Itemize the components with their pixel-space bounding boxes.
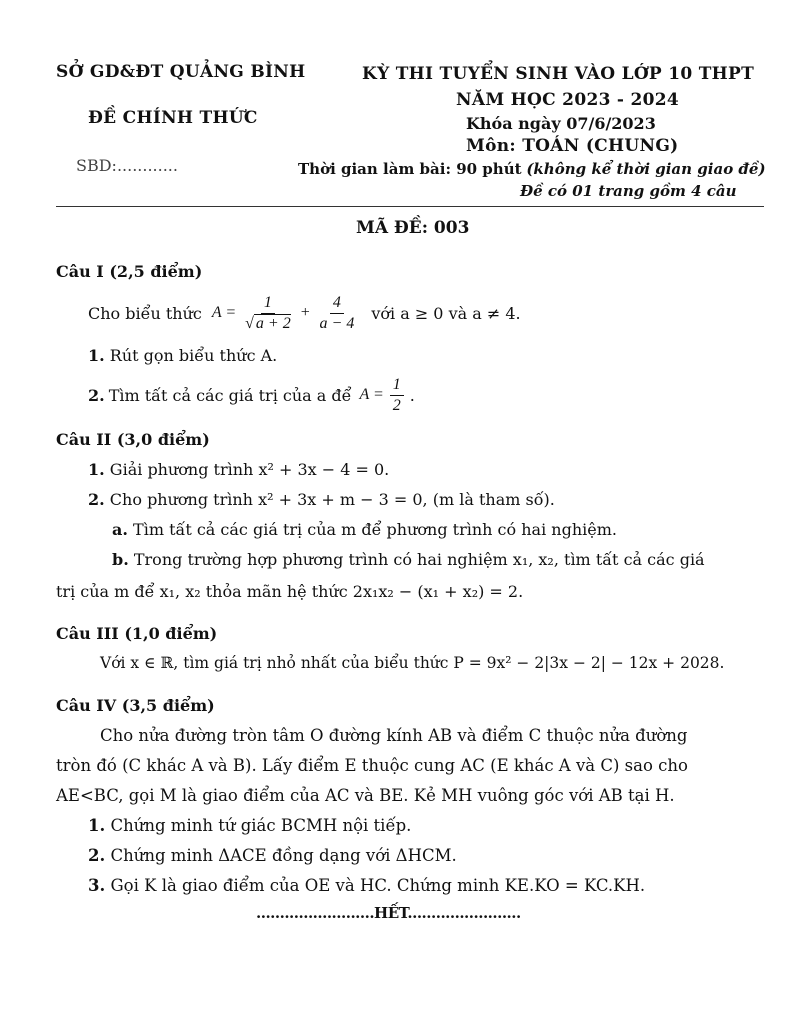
q2-title: Câu II (3,0 điểm) [56, 430, 210, 449]
end-marker: .........................HẾT........................ [256, 904, 521, 922]
q1-intro: Cho biểu thức [88, 303, 202, 323]
q4-part2 [88, 846, 457, 865]
q4-line2: tròn đó (C khác A và B). Lấy điểm E thuộc cung AC (E khác A và C) sao cho [56, 756, 688, 775]
q1-lhs: A = [211, 304, 237, 322]
q1-part1 [88, 346, 277, 365]
q4-part1-text: Chứng minh tứ giác BCMH nội tiếp. [110, 816, 412, 835]
q1-title: Câu I (2,5 điểm) [56, 262, 203, 281]
q2-part1 [88, 460, 389, 479]
q3-text: Với x ∈ ℝ, tìm giá trị nhỏ nhất của biểu thức P = 9x² − 2|3x − 2| − 12x + 2028. [100, 654, 725, 672]
q4-part2-text: Chứng minh ΔACE đồng dạng với ΔHCM. [110, 846, 457, 865]
q1-half-num: 1 [390, 376, 404, 396]
q4-part1-num: 1. [88, 816, 106, 835]
q4-line3: AE<BC, gọi M là giao điểm của AC và BE. Kẻ MH vuông góc với AB tại H. [56, 786, 675, 805]
q1-part1-text: Rút gọn biểu thức A. [109, 346, 278, 365]
q1-part2-num: 2. [88, 385, 105, 405]
department-name: SỞ GD&ĐT QUẢNG BÌNH [56, 62, 306, 82]
q4-part3 [88, 876, 645, 895]
page-note: Đề có 01 trang gồm 4 câu [520, 182, 737, 200]
q1-part2-text: Tìm tất cả các giá trị của a để [108, 385, 352, 405]
q3-title: Câu III (1,0 điểm) [56, 624, 218, 643]
q2-part-b-num: b. [112, 550, 129, 569]
q1-f1-num: 1 [261, 294, 275, 314]
q2-part-b-text: Trong trường hợp phương trình có hai nghiệm x₁, x₂, tìm tất cả các giá [133, 550, 705, 569]
q4-part1 [88, 816, 411, 835]
q2-part2-text: Cho phương trình x² + 3x + m − 3 = 0, (m là tham số). [109, 490, 555, 509]
q4-title: Câu IV (3,5 điểm) [56, 696, 215, 715]
q1-part1-num: 1. [88, 346, 105, 365]
q1-f1-den-radicand: a + 2 [255, 314, 291, 332]
q4-part3-num: 3. [88, 876, 106, 895]
exam-date: Khóa ngày 07/6/2023 [466, 114, 656, 133]
time-note: (không kể thời gian giao đề) [526, 160, 766, 178]
q2-part-a-text: Tìm tất cả các giá trị của m để phương trình có hai nghiệm. [133, 520, 617, 539]
q1-f2-num: 4 [330, 294, 344, 314]
q2-part-a-num: a. [112, 520, 128, 539]
q4-part3-text: Gọi K là giao điểm của OE và HC. Chứng minh KE.KO = KC.KH. [110, 876, 646, 895]
q4-line1: Cho nửa đường tròn tâm O đường kính AB và điểm C thuộc nửa đường [100, 726, 688, 745]
q1-part2 [88, 376, 415, 414]
q1-condition: với a ≥ 0 và a ≠ 4. [371, 303, 521, 323]
candidate-number: SBD:............ [76, 156, 178, 175]
q2-part-b-line2: trị của m để x₁, x₂ thỏa mãn hệ thức 2x₁x₂ − (x₁ + x₂) = 2. [56, 582, 524, 601]
q1-plus: + [299, 304, 311, 322]
q2-part2 [88, 490, 555, 509]
q1-fraction-2 [317, 294, 358, 332]
school-year: NĂM HỌC 2023 - 2024 [456, 90, 680, 110]
q4-part2-num: 2. [88, 846, 106, 865]
exam-title: KỲ THI TUYỂN SINH VÀO LỚP 10 THPT [362, 64, 755, 84]
exam-code: MÃ ĐỀ: 003 [356, 218, 470, 238]
header-divider [56, 206, 764, 207]
q1-part2-lhs: A = [359, 386, 384, 404]
official-label: ĐỀ CHÍNH THỨC [88, 108, 258, 128]
q2-part-a [112, 520, 617, 539]
q1-expression [88, 294, 521, 332]
subject: Môn: TOÁN (CHUNG) [466, 136, 679, 156]
q2-part2-num: 2. [88, 490, 105, 509]
q1-f1-den: √ a + 2 [245, 314, 291, 332]
q2-part1-num: 1. [88, 460, 105, 479]
q1-f2-den: a − 4 [319, 314, 355, 332]
q2-part-b [112, 550, 705, 569]
q1-part2-period: . [409, 385, 415, 405]
q1-half-fraction [390, 376, 404, 414]
q1-fraction-1 [242, 294, 294, 332]
q1-half-den: 2 [392, 396, 401, 414]
time-label: Thời gian làm bài: 90 phút [298, 160, 522, 178]
time-line [298, 160, 766, 178]
q2-part1-text: Giải phương trình x² + 3x − 4 = 0. [109, 460, 390, 479]
